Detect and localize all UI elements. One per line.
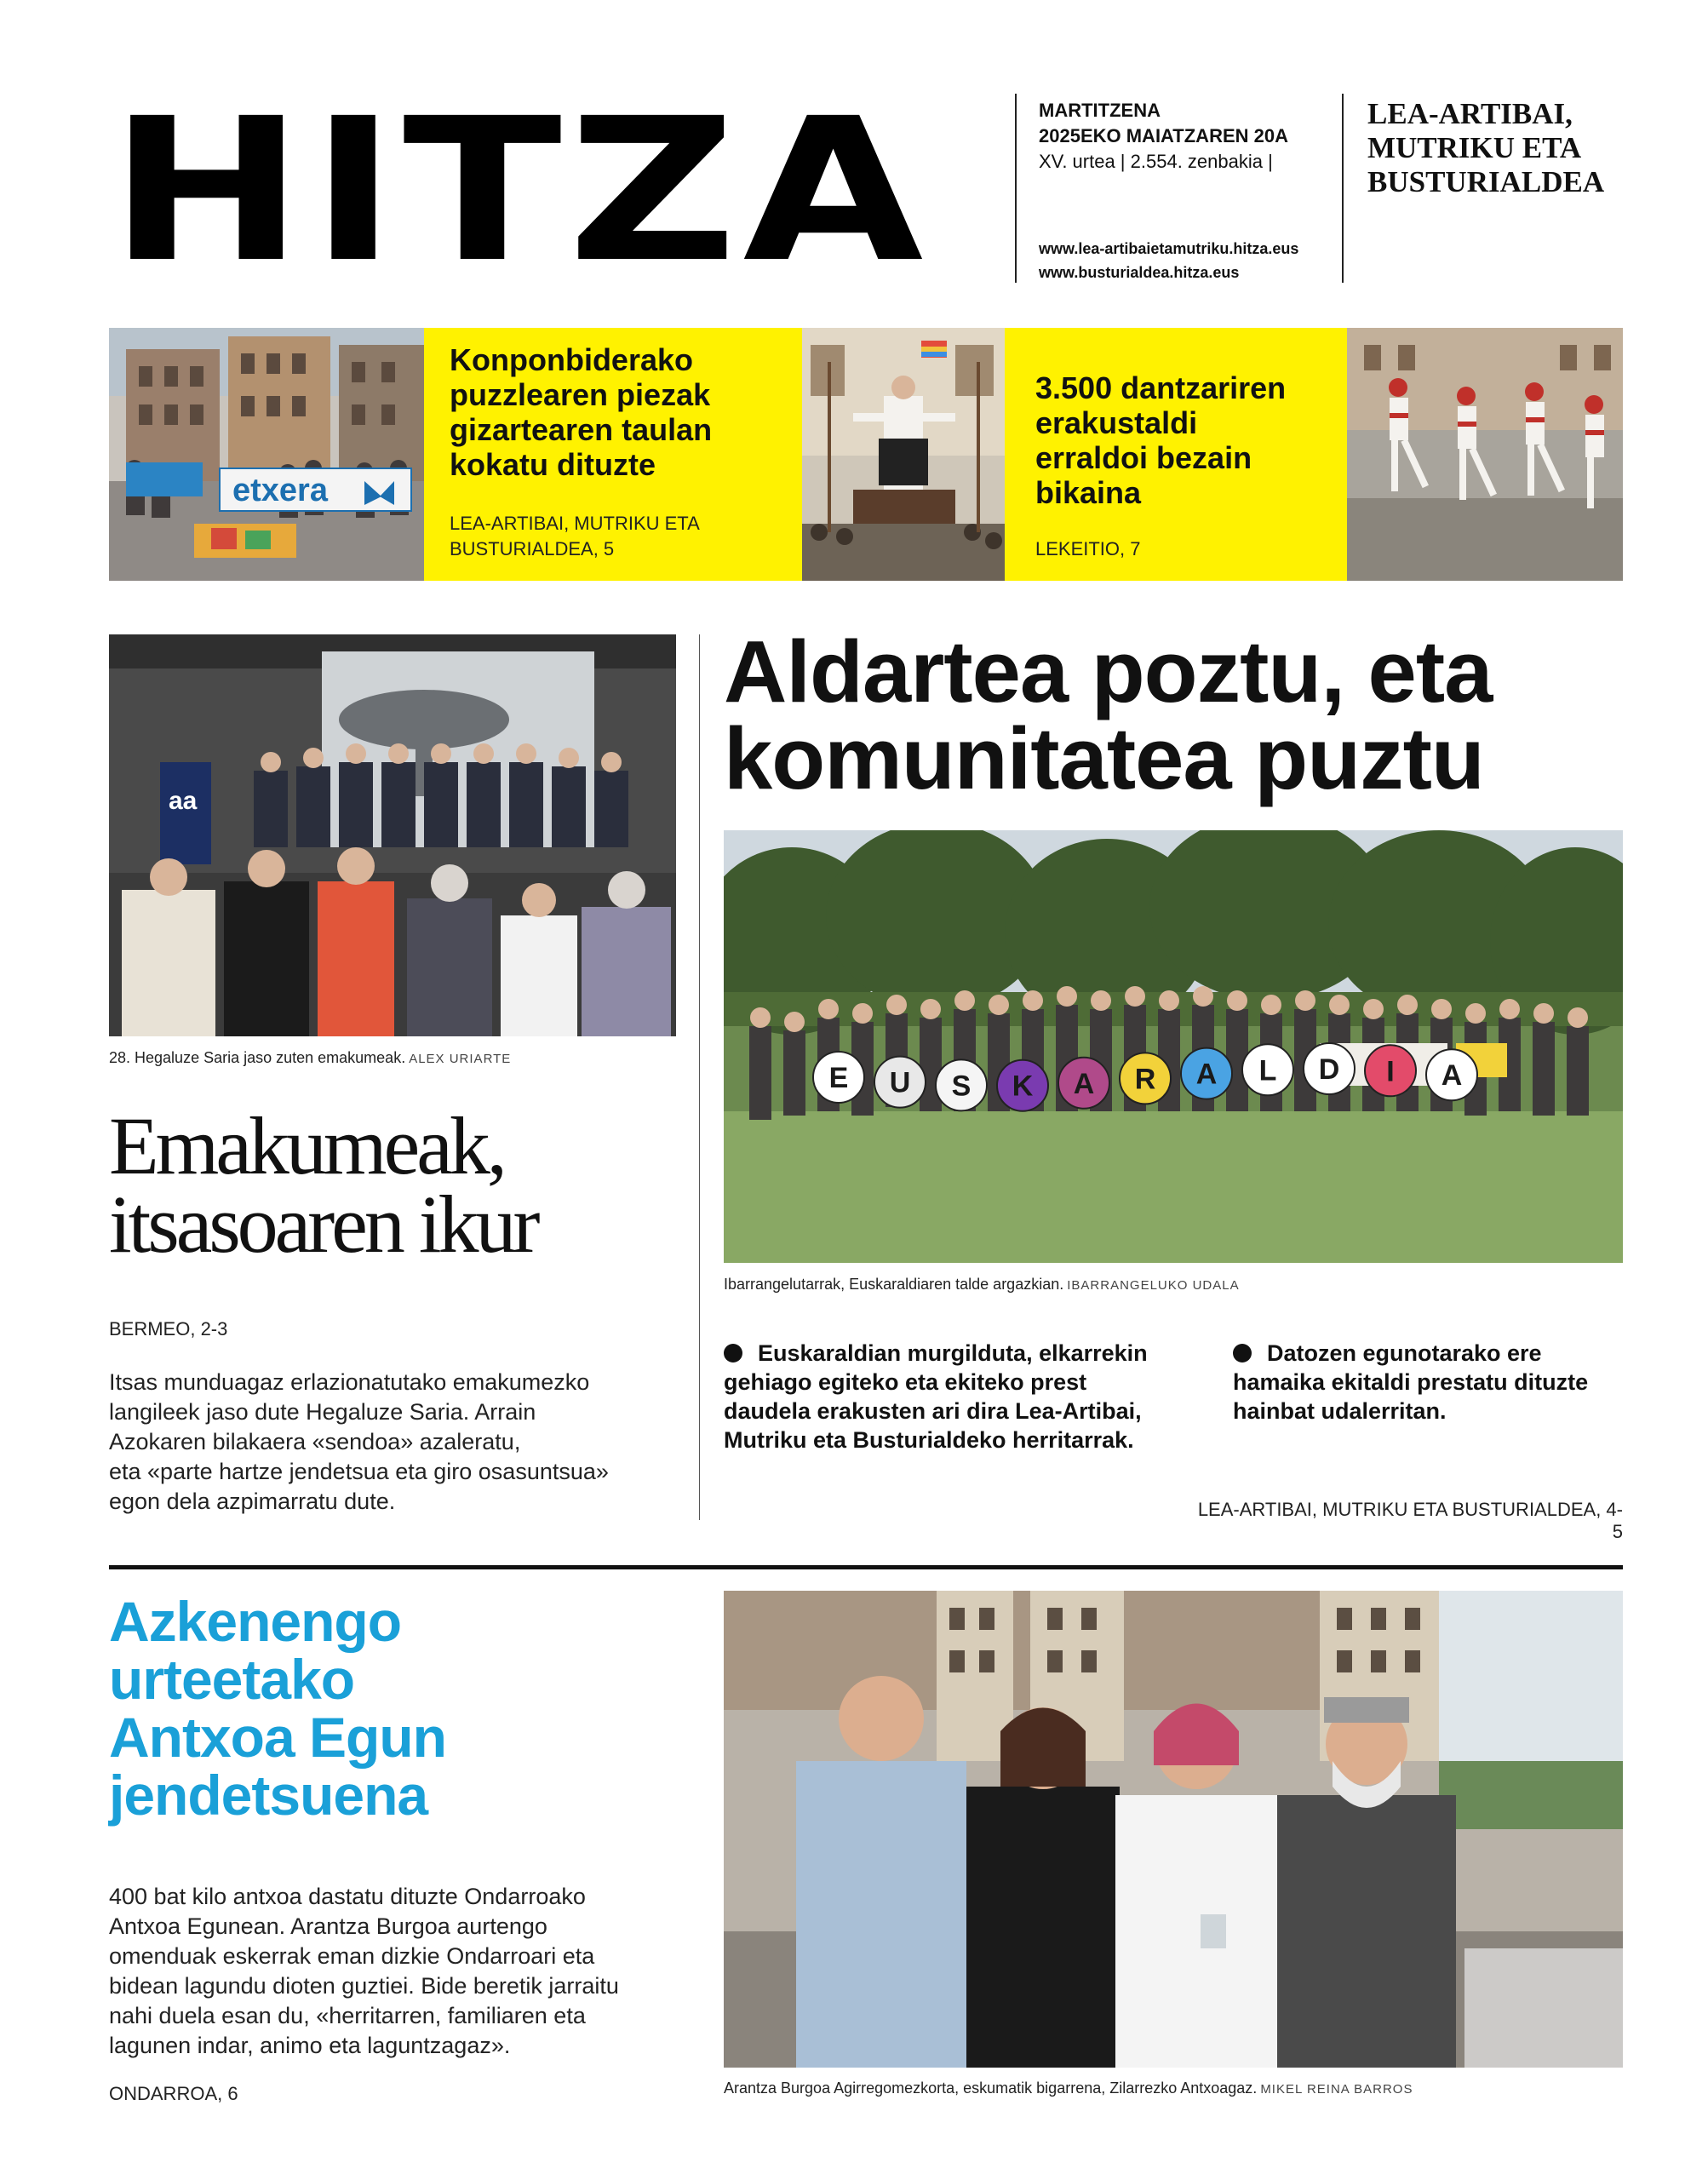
main-headline[interactable] xyxy=(724,622,1626,807)
caption-text: 28. Hegaluze Saria jaso zuten emakumeak. xyxy=(109,1049,406,1066)
left-story-headline[interactable] xyxy=(109,1100,537,1270)
left-story-body xyxy=(109,1368,688,1517)
website-links xyxy=(1039,237,1298,284)
teaser-1-headline[interactable] xyxy=(450,342,712,482)
region-line: BUSTURIALDEA xyxy=(1367,165,1605,198)
letter-disc-label: E xyxy=(828,1062,849,1094)
protest-image xyxy=(109,328,424,581)
main-story-page-ref: LEA-ARTIBAI, MUTRIKU ETA BUSTURIALDEA, 4-5 xyxy=(1197,1499,1623,1542)
letter-disc-label: S xyxy=(951,1070,971,1103)
newspaper-logo: HITZA xyxy=(109,76,930,306)
headline-line: Konponbiderako xyxy=(450,342,693,377)
body-line: langileek jaso dute Hegaluze Saria. Arrain xyxy=(109,1399,536,1425)
letter-disc-label: R xyxy=(1134,1063,1156,1096)
award-ceremony-image xyxy=(109,634,676,1036)
headline-line: 3.500 dantzariren xyxy=(1035,370,1287,405)
headline-line: itsasoaren ikur xyxy=(109,1179,537,1270)
photo-credit: ALEX URIARTE xyxy=(409,1052,512,1066)
photo-caption-award xyxy=(109,1049,511,1067)
photo-caption-euskaraldia xyxy=(724,1276,1240,1294)
ref-line: LEA-ARTIBAI, MUTRIKU ETA xyxy=(450,513,700,534)
body-line: 400 bat kilo antxoa dastatu dituzte Ondarroako xyxy=(109,1884,586,1909)
headline-line: gizartearen taulan xyxy=(450,412,713,447)
body-line: bidean lagundu dioten guztiei. Bide beretik jarraitu xyxy=(109,1973,619,1999)
teaser-2-page-ref xyxy=(1035,536,1141,562)
photo-caption-antxoa xyxy=(724,2080,1413,2097)
headline-line: erraldoi bezain xyxy=(1035,440,1252,475)
body-line: omenduak eskerrak eman dizkie Ondarroari eta xyxy=(109,1943,595,1969)
teaser-photo-dancers[interactable] xyxy=(1347,328,1623,581)
issue-number: XV. urtea | 2.554. zenbakia | xyxy=(1039,151,1273,172)
edition-region xyxy=(1367,97,1604,199)
headline-line: komunitatea puztu xyxy=(724,709,1484,807)
issue-date: 2025EKO MAIATZAREN 20A xyxy=(1039,125,1288,146)
letter-disc-label: U xyxy=(889,1066,911,1099)
body-line: eta «parte hartze jendetsua eta giro osasuntsua» xyxy=(109,1459,609,1484)
photo-euskaraldia-group[interactable] xyxy=(724,830,1623,1263)
ref-line: BUSTURIALDEA, 5 xyxy=(450,538,615,559)
section-divider xyxy=(109,1565,1623,1569)
teaser-photo-protest[interactable] xyxy=(109,328,424,581)
photo-antxoa-egun[interactable] xyxy=(724,1591,1623,2068)
caption-text: Arantza Burgoa Agirregomezkorta, eskumatik bigarrena, Zilarrezko Antxoagaz. xyxy=(724,2080,1258,2097)
dancers-image xyxy=(1347,328,1623,581)
bullet-dot xyxy=(724,1344,742,1362)
letter-disc-label: A xyxy=(1441,1059,1463,1093)
svg-text:aa: aa xyxy=(169,787,198,815)
group-photo-image xyxy=(724,830,1623,1263)
bullet-line: daudela erakusten ari dira Lea-Artibai, xyxy=(724,1398,1142,1424)
column-divider xyxy=(699,634,700,1520)
letter-disc-label: L xyxy=(1258,1054,1277,1087)
photo-credit: IBARRANGELUKO UDALA xyxy=(1067,1278,1240,1293)
website-link-1[interactable]: www.lea-artibaietamutriku.hitza.eus xyxy=(1039,240,1299,257)
headline-line: Emakumeak, xyxy=(109,1100,504,1191)
region-line: MUTRIKU ETA xyxy=(1367,131,1582,164)
headline-line: urteetako xyxy=(109,1648,355,1711)
bullet-line: Datozen egunotarako ere xyxy=(1267,1340,1542,1366)
ref-line: LEKEITIO, 7 xyxy=(1035,538,1141,559)
body-line: egon dela azpimarratu dute. xyxy=(109,1489,396,1514)
website-link-2[interactable]: www.busturialdea.hitza.eus xyxy=(1039,264,1240,281)
bullet-dot xyxy=(1233,1344,1252,1362)
banner-text: etxera xyxy=(232,473,328,508)
headline-line: jendetsuena xyxy=(109,1764,428,1827)
headline-line: puzzlearen piezak xyxy=(450,377,711,412)
masthead-divider-left xyxy=(1015,94,1017,283)
letter-disc-label: D xyxy=(1318,1053,1340,1087)
photo-hegaluze-award[interactable] xyxy=(109,634,676,1036)
body-line: Azokaren bilakaera «sendoa» azaleratu, xyxy=(109,1429,521,1454)
bullet-line: Euskaraldian murgilduta, elkarrekin xyxy=(758,1340,1148,1366)
teaser-photo-dancer[interactable] xyxy=(802,328,1005,581)
masthead-divider-right xyxy=(1342,94,1344,283)
bottom-story-page-ref: ONDARROA, 6 xyxy=(109,2083,238,2104)
body-line: nahi duela esan du, «herritarren, familiaren eta xyxy=(109,2003,586,2028)
photo-credit: MIKEL REINA BARROS xyxy=(1260,2082,1413,2097)
bullet-line: hainbat udalerritan. xyxy=(1233,1398,1447,1424)
bottom-story-headline[interactable] xyxy=(109,1590,446,1827)
bullet-line: Mutriku eta Busturialdeko herritarrak. xyxy=(724,1427,1134,1453)
caption-text: Ibarrangelutarrak, Euskaraldiaren talde argazkian. xyxy=(724,1276,1064,1293)
antxoa-egun-image xyxy=(724,1591,1623,2068)
letter-disc-label: I xyxy=(1386,1055,1395,1088)
teaser-2-headline[interactable] xyxy=(1035,370,1286,510)
bullet-line: hamaika ekitaldi prestatu dituzte xyxy=(1233,1369,1589,1395)
body-line: Antxoa Egunean. Arantza Burgoa aurtengo xyxy=(109,1913,547,1939)
bottom-story-body xyxy=(109,1882,696,2061)
letter-disc-label: A xyxy=(1195,1058,1218,1091)
body-line: Itsas munduagaz erlazionatutako emakumezko xyxy=(109,1369,590,1395)
headline-line: Aldartea poztu, eta xyxy=(724,622,1493,720)
headline-line: Antxoa Egun xyxy=(109,1706,446,1769)
issue-day: MARTITZENA xyxy=(1039,100,1161,121)
headline-line: kokatu dituzte xyxy=(450,447,656,482)
bullet-2 xyxy=(1233,1339,1625,1426)
headline-line: erakustaldi xyxy=(1035,405,1198,440)
left-story-page-ref: BERMEO, 2-3 xyxy=(109,1318,228,1340)
letter-disc-label: A xyxy=(1073,1067,1095,1100)
headline-line: Azkenengo xyxy=(109,1590,402,1653)
issue-info xyxy=(1039,98,1288,175)
teaser-1-page-ref xyxy=(450,511,700,562)
bullet-1 xyxy=(724,1339,1201,1454)
letter-disc-label: K xyxy=(1012,1070,1034,1103)
dancer-image xyxy=(802,328,1005,581)
headline-line: bikaina xyxy=(1035,475,1142,510)
bullet-line: gehiago egiteko eta ekiteko prest xyxy=(724,1369,1087,1395)
body-line: lagunen indar, animo eta laguntzagaz». xyxy=(109,2033,511,2058)
region-line: LEA-ARTIBAI, xyxy=(1367,97,1573,130)
